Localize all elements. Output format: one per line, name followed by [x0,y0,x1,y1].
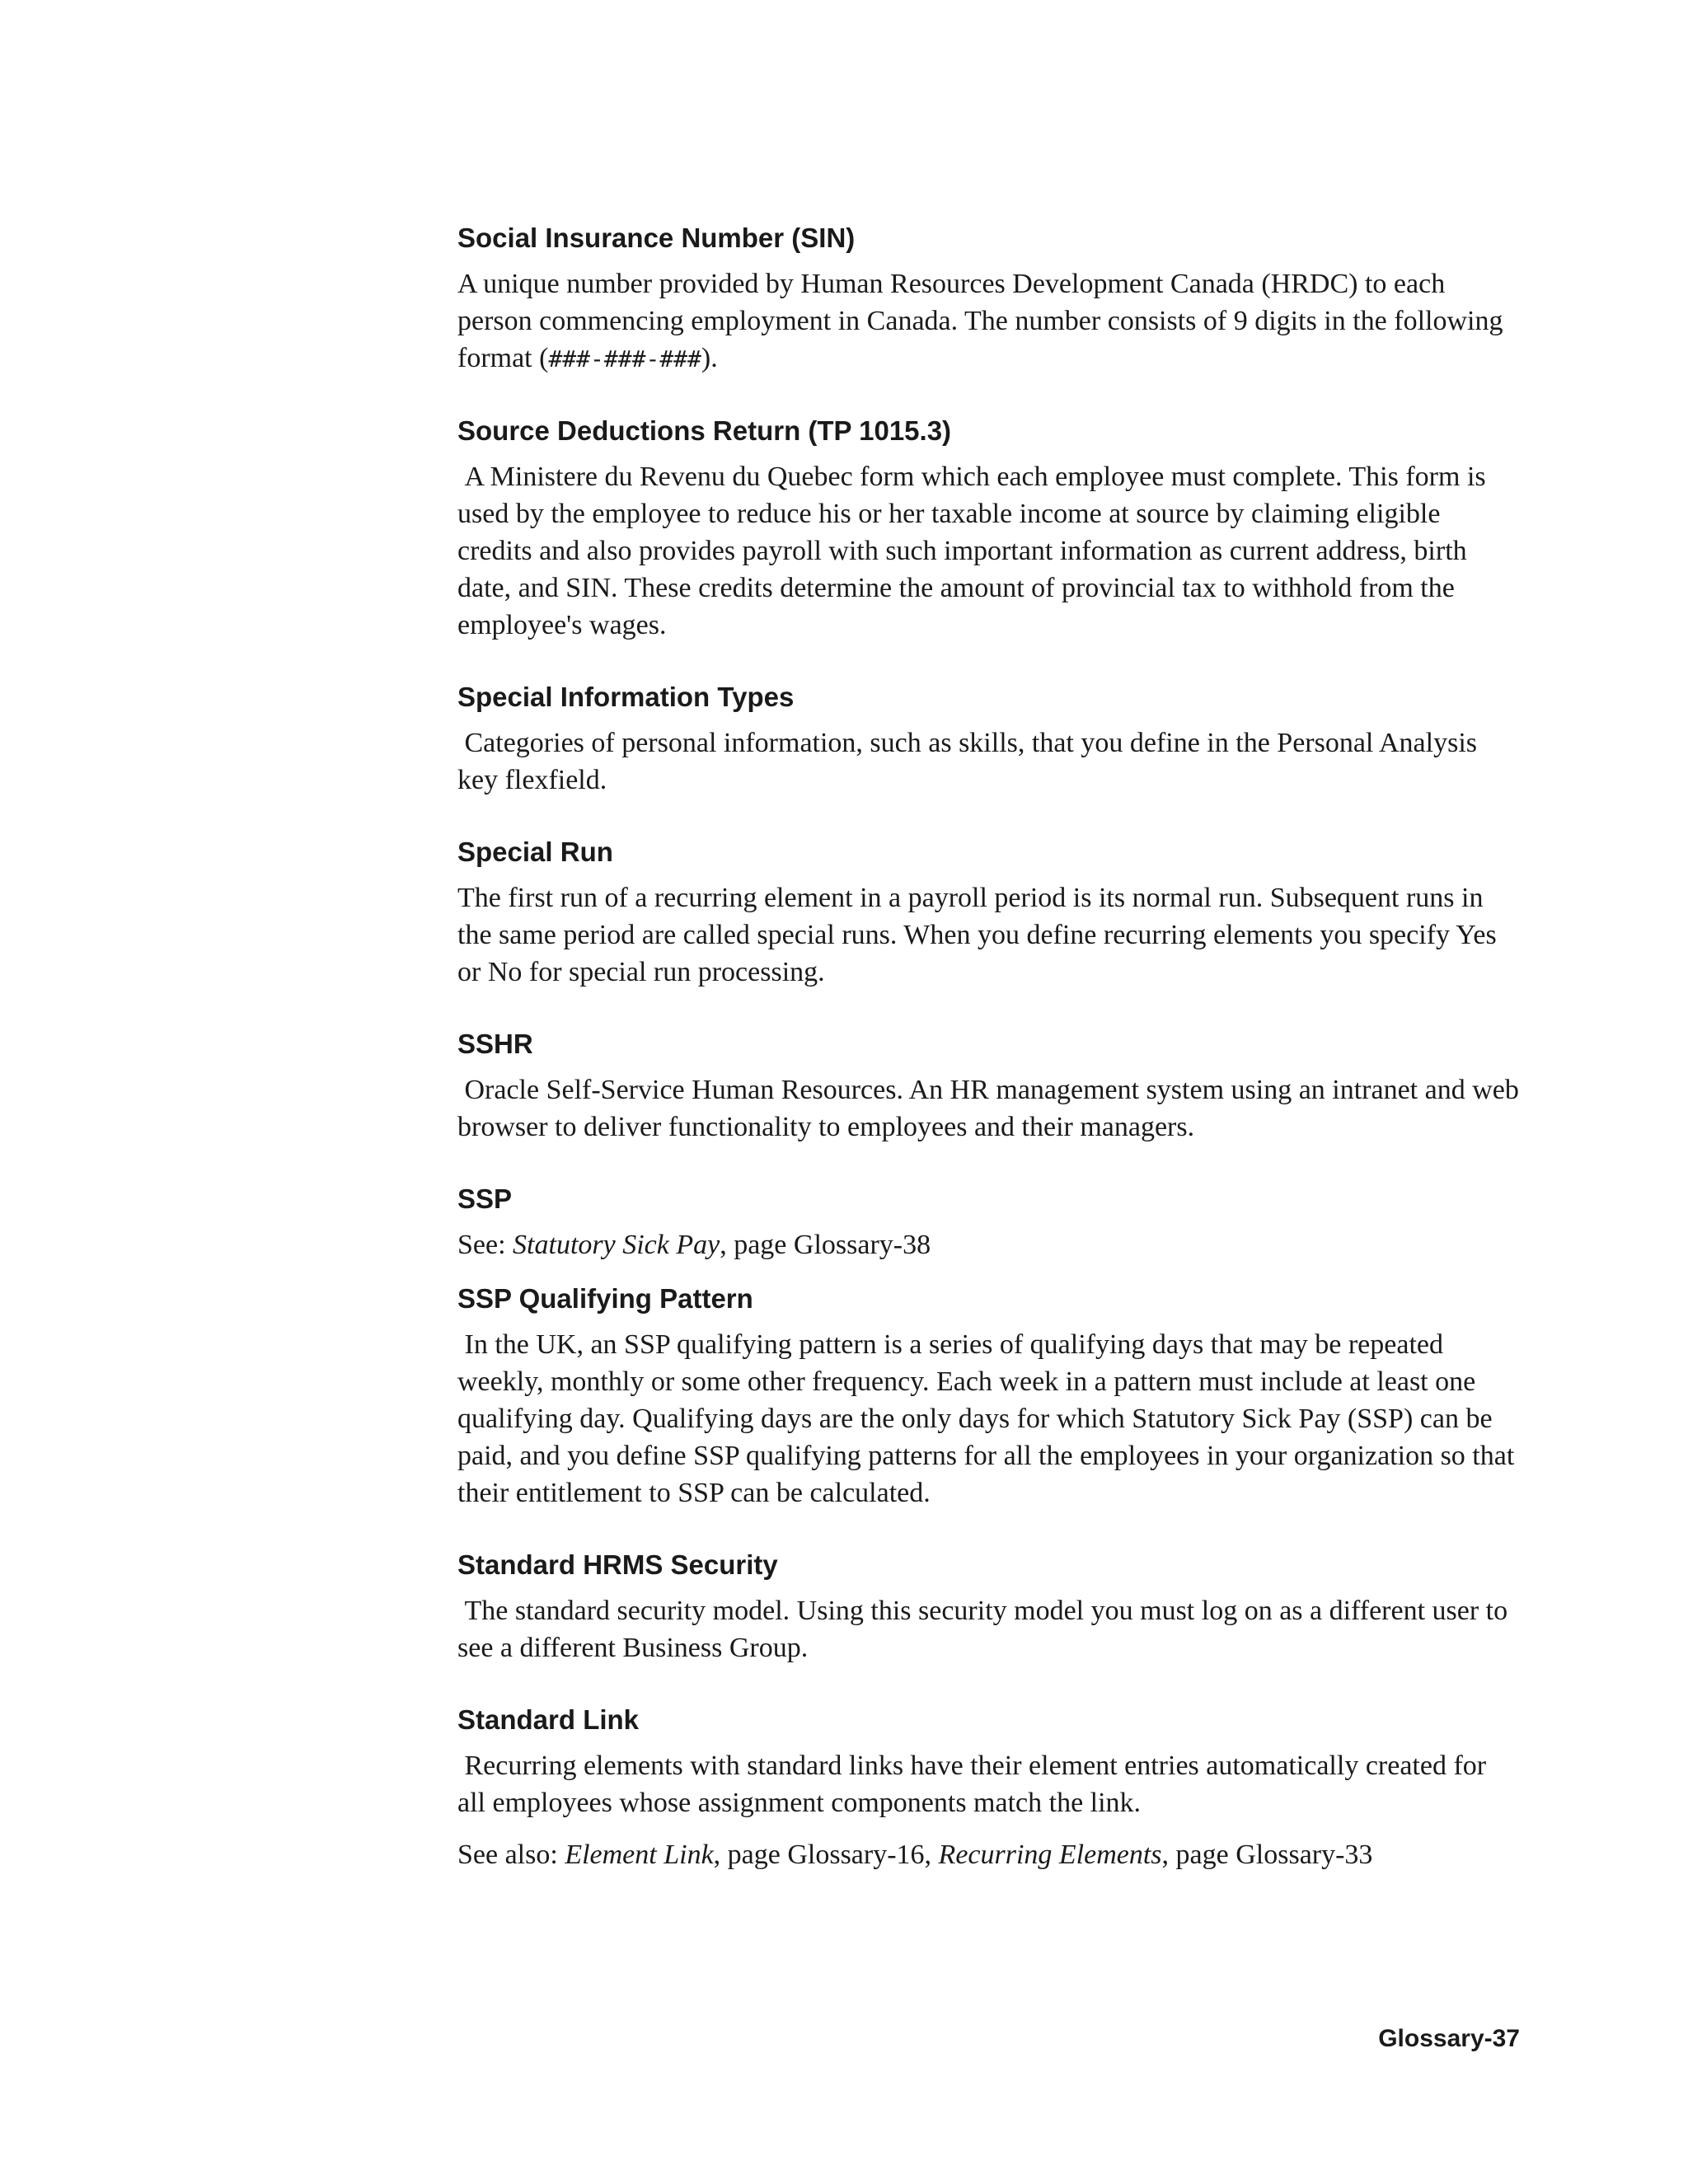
glossary-definition: In the UK, an SSP qualifying pattern is a series of qualifying days that may be repeated weekly, monthly or some other frequency. Each week in a pattern must include at least one qualifying day. Qualifying days are the only days for which Statutory Sick Pay (SSP) can be paid, and you define SSP qualifying patterns for all the employees in your organization so that their entitlement to SSP can be calculated. [457,1329,1522,1508]
glossary-entry-ssp [457,1182,1521,1263]
see-also-prefix: See also: [457,1840,565,1870]
glossary-entry-standard-link [457,1703,1521,1873]
glossary-definition [457,265,1521,377]
glossary-entry-sin [457,221,1521,377]
glossary-term: SSHR [457,1029,533,1059]
glossary-definition: The standard security model. Using this security model you must log on as a different user to see a different Business Group. [457,1596,1515,1663]
page-number: Glossary-37 [1378,2025,1520,2052]
definition-text-end: ). [701,343,718,373]
glossary-term: Social Insurance Number (SIN) [457,223,856,253]
glossary-page [457,221,1526,1910]
glossary-entry-sshr [457,1027,1526,1146]
glossary-term: SSP [457,1183,513,1214]
glossary-definition: A Ministere du Revenu du Quebec form which each employee must complete. This form is used by the employee to reduce his or her taxable income at source by claiming eligible credits and also provides payroll with such important information as current address, birth date, and SIN. These credits determine the amount of provincial tax to withhold from the employee's wages. [457,462,1493,640]
page-reference: , page Glossary-16, [713,1840,939,1870]
cross-reference-link-recurring-elements[interactable]: Recurring Elements [938,1840,1162,1870]
glossary-entry-standard-hrms-security [457,1548,1521,1666]
glossary-definition: Oracle Self-Service Human Resources. An HR management system using an intranet and web browser to deliver functionality to employees and their managers. [457,1075,1526,1142]
glossary-term: SSP Qualifying Pattern [457,1283,753,1314]
see-prefix: See: [457,1230,513,1260]
page-reference: , page Glossary-38 [720,1230,931,1260]
glossary-cross-reference [457,1226,1521,1263]
sin-format-code: ###-###-### [548,345,701,373]
glossary-term: Source Deductions Return (TP 1015.3) [457,415,952,446]
cross-reference-link[interactable]: Statutory Sick Pay [513,1230,720,1260]
glossary-definition: The first run of a recurring element in a payroll period is its normal run. Subsequent runs in the same period are called special runs. When you define recurring elements you specify Yes or No for special run processing. [457,883,1504,987]
glossary-entry-tp1015 [457,414,1521,644]
cross-reference-link-element-link[interactable]: Element Link [565,1840,714,1870]
glossary-term: Standard Link [457,1704,640,1735]
glossary-term: Special Information Types [457,682,795,712]
glossary-definition: Recurring elements with standard links have their element entries automatically created for all employees whose assignment components match the link. [457,1750,1493,1818]
page-reference: , page Glossary-33 [1161,1840,1373,1870]
glossary-entry-special-information-types [457,680,1521,799]
definition-text: A unique number provided by Human Resources Development Canada (HRDC) to each person commencing employment in Canada. The number consists of 9 digits in the following format ( [457,269,1510,373]
glossary-cross-reference [457,1836,1521,1873]
glossary-entry-ssp-qualifying-pattern [457,1282,1521,1511]
glossary-definition: Categories of personal information, such as skills, that you define in the Personal Analysis key flexfield. [457,728,1484,795]
glossary-term: Standard HRMS Security [457,1549,778,1580]
glossary-entry-special-run [457,835,1521,991]
glossary-term: Special Run [457,837,613,867]
